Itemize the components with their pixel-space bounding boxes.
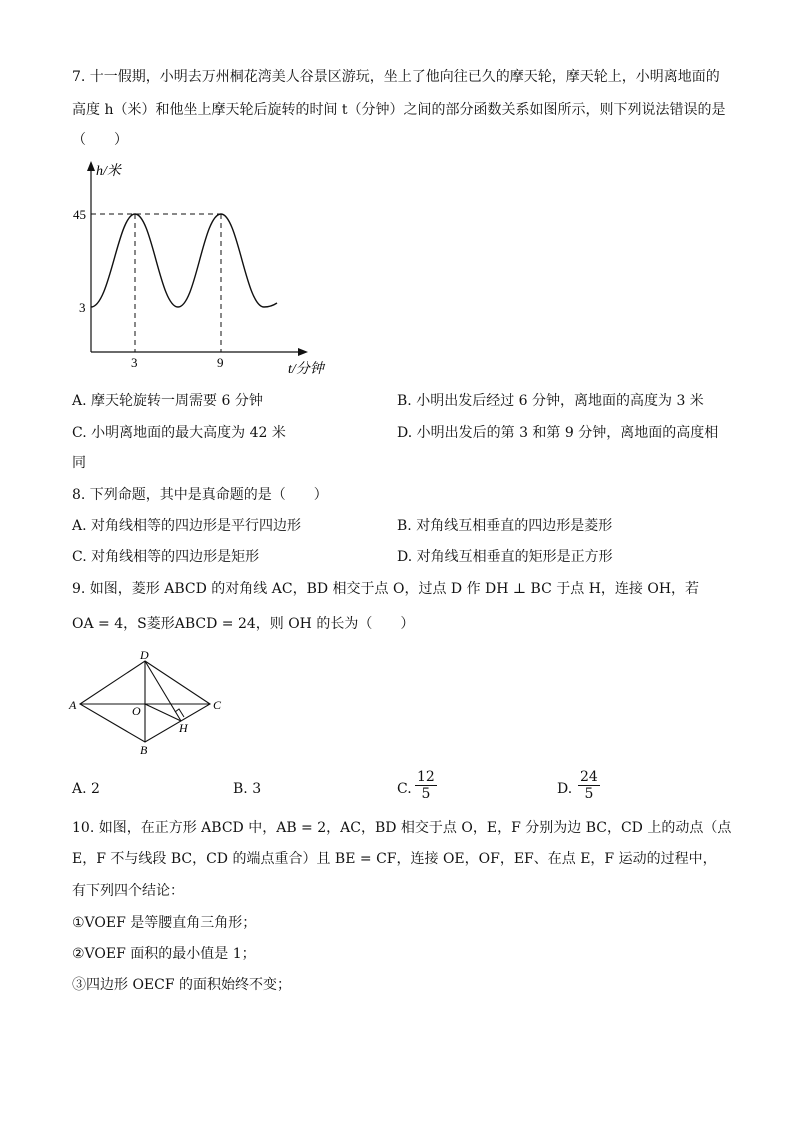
q9-option-d-numerator: 24 (580, 769, 598, 785)
q8-option-d: D. 对角线互相垂直的矩形是正方形 (397, 549, 613, 565)
q10-conclusion-2: ②VOEF 面积的最小值是 1； (72, 946, 256, 962)
q7-option-a: A. 摩天轮旋转一周需要 6 分钟 (72, 393, 263, 409)
q7-stem-line3: （ ） (72, 132, 128, 148)
y-axis-arrow (87, 161, 95, 171)
x-tick-9: 9 (217, 355, 224, 370)
q8-option-b: B. 对角线互相垂直的四边形是菱形 (397, 518, 613, 534)
q10-stem-line1: 10. 如图，在正方形 ABCD 中，AB = 2，AC，BD 相交于点 O，E，F 分别为边 BC，CD 上的动点（点 (72, 820, 732, 836)
q7-wave-graph (70, 155, 340, 380)
q7-option-c: C. 小明离地面的最大高度为 42 米 (72, 425, 286, 441)
x-axis-label: t/分钟 (288, 362, 324, 377)
q10-conclusion-1: ①VOEF 是等腰直角三角形； (72, 915, 257, 931)
label-a: A (69, 698, 77, 712)
q9-option-c-numerator: 12 (417, 769, 435, 785)
q8-option-c: C. 对角线相等的四边形是矩形 (72, 549, 260, 565)
height-curve (91, 214, 277, 307)
q9-stem-line1: 9. 如图，菱形 ABCD 的对角线 AC，BD 相交于点 O，过点 D 作 DH ⊥ BC 于点 H，连接 OH，若 (72, 581, 700, 597)
q8-stem: 8. 下列命题，其中是真命题的是（ ） (72, 487, 328, 503)
label-d: D (140, 648, 149, 662)
q7-option-b: B. 小明出发后经过 6 分钟，离地面的高度为 3 米 (397, 393, 704, 409)
q7-option-d-cont: 同 (72, 455, 86, 471)
q9-option-d-denominator: 5 (584, 786, 594, 802)
q7-option-d: D. 小明出发后的第 3 和第 9 分钟，离地面的高度相 (397, 425, 719, 441)
label-b: B (140, 743, 148, 757)
q9-option-d-prefix: D. (557, 781, 573, 797)
q9-stem-line2: OA = 4，S菱形ABCD = 24，则 OH 的长为（ ） (72, 616, 415, 632)
q7-stem-line1: 7. 十一假期，小明去万州桐花湾美人谷景区游玩，坐上了他向往已久的摩天轮，摩天轮上，小明离地面的 (72, 69, 720, 85)
q9-rhombus-figure (66, 648, 226, 760)
q9-option-c-fraction (415, 769, 437, 802)
q8-option-a: A. 对角线相等的四边形是平行四边形 (72, 518, 302, 534)
q10-conclusion-3: ③四边形 OECF 的面积始终不变； (72, 977, 292, 993)
q7-stem-line2: 高度 h（米）和他坐上摩天轮后旋转的时间 t（分钟）之间的部分函数关系如图所示，则下列说法错误的是 (72, 102, 726, 118)
q9-option-a: A. 2 (72, 781, 100, 797)
x-axis-arrow (298, 348, 308, 356)
q10-stem-line3: 有下列四个结论： (72, 883, 184, 899)
q10-stem-line2: E，F 不与线段 BC，CD 的端点重合）且 BE = CF，连接 OE，OF，EF、在点 E，F 运动的过程中， (72, 851, 717, 867)
q9-option-d-fraction (578, 769, 600, 802)
label-h: H (179, 721, 188, 735)
y-tick-3: 3 (79, 300, 86, 315)
q9-option-c-prefix: C. (397, 781, 412, 797)
q9-option-b: B. 3 (233, 781, 262, 797)
q9-option-c-denominator: 5 (421, 786, 431, 802)
y-axis-label: h/米 (96, 164, 121, 179)
y-tick-45: 45 (73, 207, 86, 222)
label-c: C (213, 698, 222, 712)
label-o: O (132, 704, 141, 718)
x-tick-3: 3 (131, 355, 138, 370)
